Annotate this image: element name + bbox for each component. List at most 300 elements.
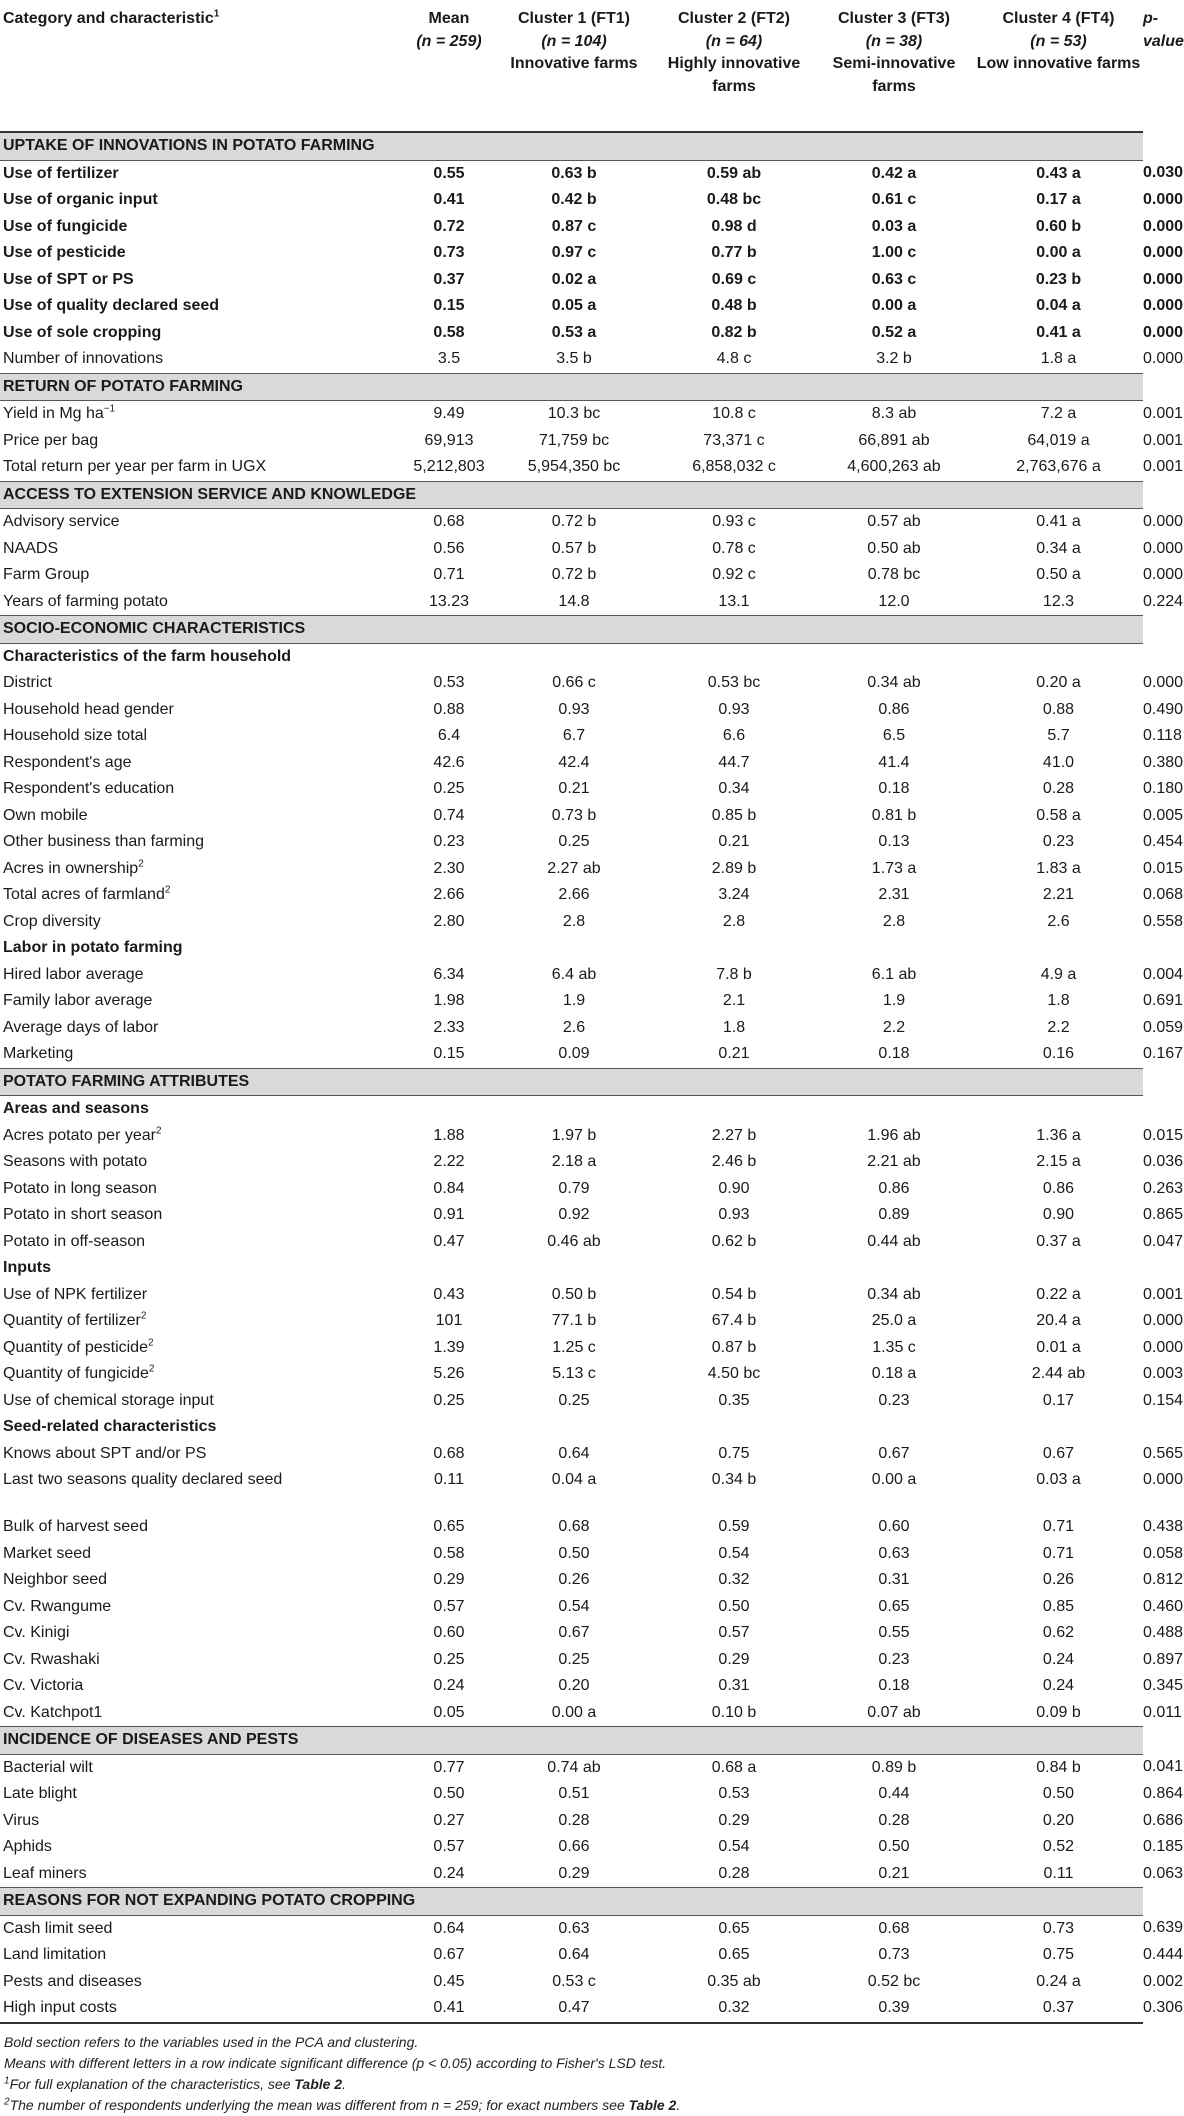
row-label-text: Use of quality declared seed — [3, 297, 220, 314]
row-label — [0, 1361, 404, 1388]
row-label — [0, 401, 404, 428]
cell-cluster-3: 8.3 ab — [871, 405, 917, 422]
cell-mean: 0.24 — [433, 1677, 465, 1694]
cell-mean: 0.56 — [433, 539, 465, 557]
cell-cluster-1: 0.97 c — [551, 244, 597, 261]
cell-cluster-4: 0.37 — [974, 1995, 1143, 2023]
cell-cluster-4: 7.2 a — [1040, 405, 1077, 422]
cell-cluster-1: 0.64 — [558, 1946, 590, 1963]
cell-cluster-3: 0.50 ab — [867, 539, 921, 557]
table-row: Marketing 0.15 0.09 0.21 0.18 0.16 0.167 — [0, 1041, 1143, 1068]
table-row: Use of pesticide 0.73 0.97 c 0.77 b 1.00 c 0.00 a 0.000 — [0, 240, 1143, 267]
row-label-text: Leaf miners — [3, 1864, 87, 1882]
cell-cluster-4: 2,763,676 a — [1016, 458, 1101, 475]
table-row: Pests and diseases 0.45 0.53 c 0.35 ab 0.52 bc 0.24 a 0.002 — [0, 1969, 1143, 1996]
table-row: Acres potato per year$^2$ 1.88 1.97 b 2.27 b 1.96 ab 1.36 a 0.015 — [0, 1123, 1143, 1150]
cell-cluster-3: 1.9 — [882, 992, 906, 1009]
cell-cluster-2: 4.50 bc — [707, 1365, 761, 1382]
table-row: Use of sole cropping 0.58 0.53 a 0.82 b 0.52 a 0.41 a 0.000 — [0, 320, 1143, 347]
row-label — [0, 1282, 404, 1309]
footnote-text: For full explanation of the characteristics, see — [9, 2075, 295, 2092]
row-label — [0, 697, 404, 724]
cell-mean: 6.34 — [433, 965, 465, 983]
cell-cluster-4: 0.43 a — [1036, 164, 1081, 182]
cell-cluster-1: 0.67 — [558, 1624, 590, 1641]
cell-mean: 0.11 — [434, 1471, 464, 1488]
row-label — [0, 1995, 404, 2023]
cell-cluster-4: 0.90 — [1042, 1206, 1075, 1223]
cell-mean: 2.22 — [433, 1153, 465, 1170]
row-label — [0, 160, 404, 187]
row-label — [0, 1514, 404, 1541]
cell-mean: 0.74 — [433, 806, 465, 824]
cell-cluster-1: 71,759 bc — [538, 431, 610, 449]
cell-cluster-4: 0.04 a — [1036, 297, 1081, 314]
row-label-text: NAADS — [3, 539, 59, 557]
cell-cluster-4: 0.67 — [1042, 1444, 1075, 1462]
cell-mean: 0.55 — [433, 164, 465, 182]
table-row: Respondent's age 42.6 42.4 44.7 41.4 41.0 0.380 — [0, 750, 1143, 777]
cell-cluster-3: 25.0 a — [871, 1312, 917, 1329]
cell-cluster-3: 0.23 — [878, 1391, 910, 1409]
cell-cluster-2: 0.65 — [718, 1919, 750, 1937]
cell-cluster-2: 2.46 b — [711, 1153, 757, 1170]
cell-mean: 0.15 — [433, 1045, 465, 1062]
cell-mean: 0.41 — [433, 191, 465, 208]
cell-cluster-3: 0.65 — [878, 1597, 910, 1615]
cell-cluster-2: 0.54 b — [711, 1285, 757, 1303]
cell-cluster-4: 0.52 — [1042, 1838, 1075, 1855]
cell-cluster-3: 0.63 — [878, 1544, 910, 1562]
table-row: Cv. Kinigi 0.60 0.67 0.57 0.55 0.62 0.488 — [0, 1620, 1143, 1647]
table-row: Potato in short season 0.91 0.92 0.93 0.89 0.90 0.865 — [0, 1202, 1143, 1229]
cell-cluster-1: 3.5 b — [556, 350, 592, 367]
footnote-table-ref: Table 2 — [628, 2096, 677, 2113]
cell-cluster-4: 0.58 a — [1036, 806, 1081, 824]
row-label-text: Pests and diseases — [3, 1972, 142, 1990]
cell-cluster-3: 0.50 — [878, 1838, 910, 1855]
cell-cluster-1: 0.25 — [558, 1391, 590, 1409]
cell-cluster-4: 0.86 — [1042, 1179, 1075, 1197]
cell-cluster-2: 0.29 — [718, 1650, 750, 1668]
row-label-text: Average days of labor — [3, 1018, 159, 1036]
table-row: Hired labor average 6.34 6.4 ab 7.8 b 6.1 ab 4.9 a 0.004 — [0, 962, 1143, 989]
cell-mean: 0.65 — [433, 1518, 465, 1535]
cell-cluster-1: 0.63 — [558, 1919, 590, 1937]
row-label — [0, 214, 404, 241]
cell-mean: 0.91 — [433, 1206, 465, 1223]
cell-cluster-3: 0.34 ab — [867, 1285, 921, 1303]
row-label — [0, 1202, 404, 1229]
table-row: Cv. Rwangume 0.57 0.54 0.50 0.65 0.85 0.460 — [0, 1594, 1143, 1621]
cell-cluster-1: 0.63 b — [551, 164, 597, 182]
header-mean: Mean (n = 259) — [404, 0, 494, 132]
row-label-text: Last two seasons quality declared seed — [3, 1471, 283, 1488]
cell-mean: 0.27 — [433, 1811, 465, 1829]
section-title: INCIDENCE OF DISEASES AND PESTS — [0, 1727, 1143, 1755]
cell-mean: 0.15 — [433, 297, 465, 314]
row-label-text: Price per bag — [3, 431, 99, 449]
cell-cluster-4: 0.41 a — [1036, 513, 1081, 530]
cell-cluster-3: 2.31 — [878, 886, 910, 903]
cell-cluster-2: 67.4 b — [711, 1312, 757, 1329]
subsection-header-row — [0, 1096, 1143, 1123]
row-label-superscript: 2 — [140, 1310, 147, 1322]
table-row: Bulk of harvest seed 0.65 0.68 0.59 0.60 0.71 0.438 — [0, 1514, 1143, 1541]
cell-mean: 0.72 — [433, 217, 465, 235]
cell-cluster-2: 0.87 b — [711, 1338, 757, 1356]
cell-cluster-4: 0.24 a — [1036, 1972, 1081, 1990]
table-row: Use of organic input 0.41 0.42 b 0.48 bc 0.61 c 0.17 a 0.000 — [0, 187, 1143, 214]
cell-cluster-2: 0.54 — [718, 1544, 750, 1562]
row-label-text: Use of NPK fertilizer — [3, 1285, 148, 1303]
cell-cluster-3: 0.00 a — [871, 1471, 917, 1488]
cell-cluster-1: 2.27 ab — [547, 859, 601, 877]
row-label-text: Crop diversity — [3, 912, 101, 930]
cell-mean: 42.6 — [433, 753, 465, 771]
cell-cluster-1: 0.21 — [558, 780, 590, 797]
table-row: Knows about SPT and/or PS 0.68 0.64 0.75 0.67 0.67 0.565 — [0, 1441, 1143, 1468]
cell-cluster-4: 0.34 a — [1036, 539, 1081, 557]
section-header-row — [0, 1888, 1143, 1916]
row-label — [0, 1123, 404, 1150]
cell-cluster-3: 12.0 — [878, 592, 910, 610]
cell-cluster-4: 0.71 — [1042, 1518, 1075, 1535]
row-label-text: Family labor average — [3, 992, 153, 1009]
cell-cluster-2: 0.93 c — [712, 513, 756, 530]
cell-cluster-1: 0.87 c — [551, 217, 597, 235]
cell-mean: 0.29 — [433, 1571, 465, 1588]
subsection-header-row — [0, 935, 1143, 962]
cell-cluster-3: 0.57 ab — [867, 513, 921, 530]
row-label-text: Household size total — [3, 727, 148, 744]
row-label-text: Total acres of farmland — [3, 886, 165, 903]
cell-cluster-1: 6.4 ab — [551, 965, 597, 983]
section-title: ACCESS TO EXTENSION SERVICE AND KNOWLEDGE — [0, 481, 1143, 509]
row-label-text: Use of organic input — [3, 191, 158, 208]
cell-cluster-1: 2.18 a — [551, 1153, 597, 1170]
row-label-text: Land limitation — [3, 1946, 107, 1963]
cell-mean: 2.66 — [433, 886, 465, 903]
row-label-text: Cv. Rwangume — [3, 1597, 112, 1615]
section-title: REASONS FOR NOT EXPANDING POTATO CROPPING — [0, 1888, 1143, 1916]
row-label-text: Potato in long season — [3, 1179, 157, 1197]
cell-mean: 0.73 — [433, 244, 465, 261]
cell-cluster-2: 0.68 a — [711, 1758, 757, 1776]
cell-cluster-4: 0.73 — [1042, 1919, 1075, 1937]
row-label — [0, 1335, 404, 1362]
row-label — [0, 776, 404, 803]
cell-cluster-2: 2.89 b — [711, 859, 757, 877]
row-label — [0, 562, 404, 589]
cell-cluster-3: 0.89 b — [871, 1758, 917, 1776]
header-cluster-4: Cluster 4 (FT4) (n = 53) Low innovative farms — [974, 0, 1143, 132]
footnote-marker: 2 — [4, 2095, 10, 2107]
row-label-text: Marketing — [3, 1045, 74, 1062]
row-label — [0, 1229, 404, 1256]
cell-cluster-4: 5.7 — [1047, 727, 1070, 744]
subsection-header-row — [0, 643, 1143, 670]
table-row: Years of farming potato 13.23 14.8 13.1 12.0 12.3 0.224 — [0, 589, 1143, 616]
table-row: Advisory service 0.68 0.72 b 0.93 c 0.57 ab 0.41 a 0.000 — [0, 509, 1143, 536]
row-label — [0, 1567, 404, 1594]
table-row: Use of fungicide 0.72 0.87 c 0.98 d 0.03 a 0.60 b 0.000 — [0, 214, 1143, 241]
cell-cluster-3: 0.00 a — [871, 297, 917, 314]
cell-cluster-3: 1.35 c — [872, 1338, 916, 1356]
row-label — [0, 962, 404, 989]
row-label-text: Knows about SPT and/or PS — [3, 1444, 207, 1462]
row-label — [0, 346, 404, 373]
cell-cluster-2: 0.48 b — [711, 297, 757, 314]
cell-cluster-4: 64,019 a — [1027, 431, 1090, 449]
cell-cluster-4: 12.3 — [1042, 592, 1075, 610]
cell-mean: 101 — [435, 1312, 463, 1329]
row-label — [0, 1969, 404, 1996]
footnote — [4, 2095, 1139, 2116]
table-row: Respondent's education 0.25 0.21 0.34 0.18 0.28 0.180 — [0, 776, 1143, 803]
table-row: Land limitation 0.67 0.64 0.65 0.73 0.75 0.444 — [0, 1942, 1143, 1969]
table-row: Family labor average 1.98 1.9 2.1 1.9 1.8 0.691 — [0, 988, 1143, 1015]
cell-cluster-3: 0.78 bc — [867, 566, 921, 583]
row-label — [0, 909, 404, 936]
cell-cluster-3: 0.13 — [878, 833, 910, 850]
cell-mean: 0.71 — [433, 566, 465, 583]
cell-cluster-2: 0.35 ab — [707, 1972, 761, 1990]
cell-cluster-2: 0.59 ab — [706, 164, 762, 182]
cell-cluster-2: 0.32 — [718, 1571, 750, 1588]
row-label-superscript: 2 — [147, 1337, 154, 1349]
row-label-text: Respondent's age — [3, 753, 132, 771]
cell-cluster-2: 0.65 — [718, 1946, 750, 1963]
row-label — [0, 293, 404, 320]
cell-cluster-1: 10.3 bc — [547, 405, 601, 422]
cell-cluster-3: 0.18 — [878, 780, 910, 797]
cell-cluster-3: 0.67 — [878, 1444, 910, 1462]
cell-cluster-1: 0.04 a — [551, 1471, 597, 1488]
footnote — [4, 2053, 1139, 2074]
cell-cluster-1: 0.72 b — [551, 566, 597, 583]
table-row: Quantity of fertilizer$^2$ 101 77.1 b 67.4 b 25.0 a 20.4 a 0.000 — [0, 1308, 1143, 1335]
row-label-text: Own mobile — [3, 806, 88, 824]
cell-cluster-4: 0.24 — [1042, 1650, 1075, 1668]
cell-mean: 0.41 — [404, 1995, 494, 2023]
cell-cluster-4: 0.20 — [1042, 1811, 1075, 1829]
cell-cluster-3: 0.42 a — [871, 164, 917, 182]
row-label-text: Yield in Mg ha — [3, 405, 104, 422]
table-row: Bacterial wilt 0.77 0.74 ab 0.68 a 0.89 b 0.84 b 0.041 — [0, 1754, 1143, 1781]
cell-cluster-3: 0.52 bc — [867, 1972, 921, 1990]
cell-cluster-1: 0.68 — [558, 1518, 590, 1535]
cell-cluster-4: 0.09 b — [1036, 1703, 1081, 1721]
row-label — [0, 856, 404, 883]
section-header-row — [0, 373, 1143, 401]
table-row: Cv. Victoria 0.24 0.20 0.31 0.18 0.24 0.345 — [0, 1673, 1143, 1700]
cell-cluster-2: 2.8 — [722, 912, 746, 930]
row-label — [0, 1915, 404, 1942]
cell-mean: 0.84 — [433, 1179, 465, 1197]
table-row: Cv. Katchpot1 0.05 0.00 a 0.10 b 0.07 ab 0.09 b 0.011 — [0, 1700, 1143, 1727]
row-label-text: Use of SPT or PS — [3, 270, 134, 288]
row-label — [0, 1673, 404, 1700]
section-title: RETURN OF POTATO FARMING — [0, 373, 1143, 401]
table-row: Yield in Mg $ha^{-1}$ 9.49 10.3 bc 10.8 c 8.3 ab 7.2 a 0.001 — [0, 401, 1143, 428]
subsection-title: Areas and seasons — [3, 1100, 149, 1117]
cell-cluster-3: 6.1 ab — [871, 965, 917, 983]
cell-mean: 0.57 — [433, 1838, 465, 1855]
section-title: POTATO FARMING ATTRIBUTES — [0, 1068, 1143, 1096]
section-title: UPTAKE OF INNOVATIONS IN POTATO FARMING — [0, 132, 1143, 160]
cell-cluster-3: 0.60 — [878, 1518, 910, 1535]
footnote-end: . — [676, 2096, 681, 2113]
cell-mean: 6.4 — [437, 727, 461, 744]
cell-cluster-1: 0.51 — [558, 1785, 590, 1802]
cell-cluster-4: 20.4 a — [1036, 1312, 1081, 1329]
subsection-header-row — [0, 1414, 1143, 1441]
subsection-title: Inputs — [3, 1259, 51, 1276]
row-label-text: Late blight — [3, 1785, 77, 1802]
table-row: Neighbor seed 0.29 0.26 0.32 0.31 0.26 0.812 — [0, 1567, 1143, 1594]
table-row: Late blight 0.50 0.51 0.53 0.44 0.50 0.864 — [0, 1781, 1143, 1808]
cell-cluster-3: 2.21 ab — [867, 1153, 921, 1170]
cell-cluster-4: 1.8 — [1047, 992, 1070, 1009]
cell-cluster-2: 6,858,032 c — [692, 458, 776, 475]
cell-cluster-1: 0.25 — [558, 1650, 590, 1668]
cell-cluster-4: 0.00 a — [1036, 244, 1081, 261]
cell-cluster-2: 1.8 — [722, 1018, 746, 1036]
cell-mean: 0.25 — [433, 780, 465, 797]
row-label-text: Acres in ownership — [3, 859, 139, 877]
row-label — [0, 1700, 404, 1727]
cell-cluster-1: 2.6 — [562, 1018, 586, 1036]
cell-mean: 0.50 — [433, 1785, 465, 1802]
cell-cluster-1: 0.25 — [558, 833, 590, 850]
cell-cluster-4: 1.36 a — [1036, 1126, 1081, 1144]
cell-cluster-2: 2.27 b — [711, 1126, 757, 1144]
cell-mean: 0.43 — [433, 1285, 465, 1303]
row-label — [0, 670, 404, 697]
cell-cluster-1: 0.66 c — [552, 674, 596, 691]
table-row: Virus 0.27 0.28 0.29 0.28 0.20 0.686 — [0, 1808, 1143, 1835]
cell-cluster-4: 0.16 — [1042, 1045, 1075, 1062]
row-label-superscript: 2 — [155, 1125, 162, 1137]
table-row: Use of quality declared seed 0.15 0.05 a 0.48 b 0.00 a 0.04 a 0.000 — [0, 293, 1143, 320]
row-label-text: Seasons with potato — [3, 1153, 148, 1170]
footnote-table-ref: Table 2 — [294, 2075, 343, 2092]
cell-cluster-4: 2.21 — [1042, 886, 1075, 903]
table-row: Market seed 0.58 0.50 0.54 0.63 0.71 0.058 — [0, 1541, 1143, 1568]
cell-cluster-3: 0.73 — [878, 1946, 910, 1963]
row-label-text: Total return per year per farm in UGX — [3, 458, 267, 475]
row-label-superscript: 2 — [164, 884, 171, 896]
cell-cluster-2: 0.10 b — [711, 1703, 757, 1721]
footnote-text: The number of respondents underlying the mean was different from n = 259; for exact numbers see — [9, 2096, 629, 2113]
table-row: Total return per year per farm in UGX 5,212,803 5,954,350 bc 6,858,032 c 4,600,263 ab 2,763,676 a 0.001 — [0, 454, 1143, 481]
cell-cluster-2: 0.62 b — [711, 1232, 757, 1250]
table-row: Quantity of fungicide$^2$ 5.26 5.13 c 4.50 bc 0.18 a 2.44 ab 0.003 — [0, 1361, 1143, 1388]
cell-cluster-4: 0.62 — [1042, 1624, 1075, 1641]
row-label — [0, 267, 404, 294]
section-header-row — [0, 481, 1143, 509]
table-row: Quantity of pesticide$^2$ 1.39 1.25 c 0.87 b 1.35 c 0.01 a 0.000 — [0, 1335, 1143, 1362]
cell-cluster-3: 41.4 — [878, 753, 910, 771]
header-cluster-2: Cluster 2 (FT2) (n = 64) Highly innovative farms — [654, 0, 814, 132]
cell-cluster-2: 10.8 c — [712, 405, 756, 422]
row-label — [0, 723, 404, 750]
cell-mean: 0.64 — [433, 1919, 465, 1937]
row-label — [0, 320, 404, 347]
cell-cluster-2: 0.92 c — [712, 566, 756, 583]
row-label — [0, 803, 404, 830]
row-label — [0, 1647, 404, 1674]
cell-cluster-4: 0.23 — [1042, 833, 1075, 850]
footnote-text: Bold section refers to the variables used in the PCA and clustering. — [4, 2033, 419, 2050]
row-label — [0, 1620, 404, 1647]
row-label — [0, 1942, 404, 1969]
row-label-text: Potato in short season — [3, 1206, 163, 1223]
cell-cluster-3: 3.2 b — [876, 350, 912, 367]
cell-cluster-2: 0.34 b — [711, 1471, 757, 1488]
table-row: Total acres of farmland$^2$ 2.66 2.66 3.24 2.31 2.21 0.068 — [0, 882, 1143, 909]
cell-cluster-3: 0.18 a — [871, 1365, 917, 1382]
cell-cluster-3: 2.8 — [882, 912, 906, 930]
cell-cluster-1: 0.28 — [558, 1811, 590, 1829]
cell-cluster-2: 0.75 — [718, 1444, 750, 1462]
cell-mean: 0.05 — [433, 1703, 465, 1721]
cell-cluster-1: 0.47 — [494, 1995, 654, 2023]
row-label — [0, 1754, 404, 1781]
cell-mean: 0.88 — [433, 700, 465, 718]
cell-mean: 0.24 — [433, 1864, 465, 1882]
table-row: Use of NPK fertilizer 0.43 0.50 b 0.54 b 0.34 ab 0.22 a 0.001 — [0, 1282, 1143, 1309]
cell-cluster-3: 1.73 a — [871, 859, 917, 877]
cell-cluster-4: 0.71 — [1042, 1544, 1075, 1562]
row-label-text: Use of pesticide — [3, 244, 126, 261]
cell-cluster-2: 3.24 — [718, 886, 750, 903]
cell-cluster-2: 44.7 — [718, 753, 750, 771]
row-label — [0, 1388, 404, 1415]
cell-cluster-3: 0.28 — [878, 1811, 910, 1829]
cell-mean: 0.25 — [433, 1650, 465, 1668]
table-row: NAADS 0.56 0.57 b 0.78 c 0.50 ab 0.34 a 0.000 — [0, 536, 1143, 563]
row-label — [0, 509, 404, 536]
cell-mean: 0.68 — [433, 1444, 465, 1462]
cell-mean: 0.57 — [433, 1597, 465, 1615]
cell-cluster-2: 0.90 — [718, 1179, 750, 1197]
row-label-text: Neighbor seed — [3, 1571, 108, 1588]
cell-cluster-2: 0.31 — [718, 1677, 750, 1694]
row-label-text: Acres potato per year — [3, 1126, 156, 1144]
cell-cluster-2: 0.57 — [718, 1624, 750, 1641]
cell-cluster-2: 0.34 — [718, 780, 750, 797]
cell-cluster-2: 13.1 — [718, 592, 750, 610]
cell-cluster-4: 0.75 — [1042, 1946, 1075, 1963]
cell-cluster-1: 0.50 b — [551, 1285, 597, 1303]
table-row: Number of innovations 3.5 3.5 b 4.8 c 3.2 b 1.8 a 0.000 — [0, 346, 1143, 373]
cell-cluster-4: 1.83 a — [1036, 859, 1081, 877]
cell-cluster-3: 4,600,263 ab — [847, 458, 941, 475]
cell-cluster-2: 73,371 c — [703, 431, 765, 449]
cell-cluster-4: 2.44 ab — [1031, 1365, 1086, 1382]
cell-cluster-2: 0.21 — [718, 833, 750, 850]
cell-mean: 2.33 — [433, 1018, 465, 1036]
cell-cluster-2: 0.28 — [718, 1864, 750, 1882]
table-row: Last two seasons quality declared seed 0.11 0.04 a 0.34 b 0.00 a 0.03 a 0.000 — [0, 1467, 1143, 1514]
row-label — [0, 428, 404, 455]
cell-cluster-1: 0.09 — [558, 1045, 590, 1062]
cell-cluster-2: 0.35 — [718, 1391, 750, 1409]
table-row: Acres in ownership$^2$ 2.30 2.27 ab 2.89 b 1.73 a 1.83 a 0.015 — [0, 856, 1143, 883]
cell-mean: 0.25 — [433, 1391, 465, 1409]
